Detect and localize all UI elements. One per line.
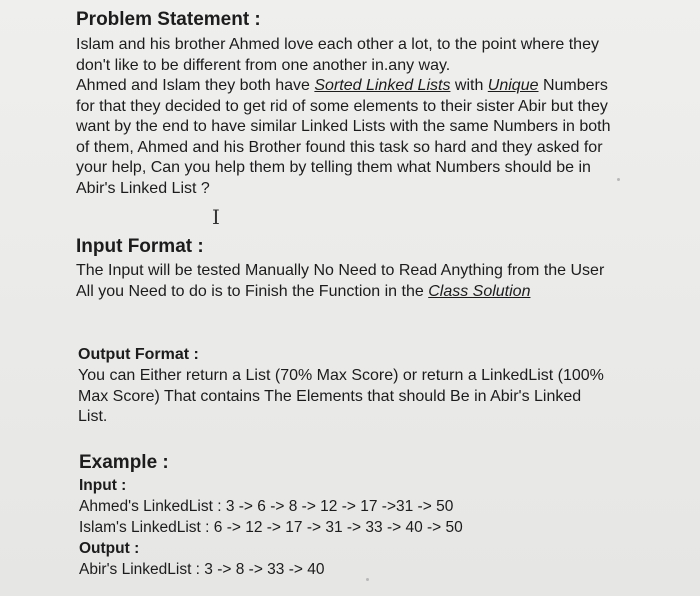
example-ahmed-list: Ahmed's LinkedList : 3 -> 6 -> 8 -> 12 -> 17 ->31 -> 50	[79, 498, 454, 515]
speck-mark	[617, 178, 620, 181]
class-solution-link[interactable]: Class Solution	[428, 282, 531, 300]
example-islam-list: Islam's LinkedList : 6 -> 12 -> 17 -> 31 -> 33 -> 40 -> 50	[79, 519, 463, 536]
problem-line-3-end: Numbers	[538, 77, 608, 94]
unique-link[interactable]: Unique	[487, 77, 539, 94]
input-format-section	[76, 235, 676, 302]
problem-line-1: Islam and his brother Ahmed love each other a lot, to the point where they	[76, 36, 599, 53]
sorted-linked-lists-link[interactable]: Sorted Linked Lists	[314, 77, 451, 94]
input-format-line-2	[76, 282, 676, 303]
speck-mark	[366, 578, 369, 581]
problem-line-4: for that they decided to get rid of some elements to their sister Abir but they	[76, 97, 608, 115]
output-format-line-3: List.	[78, 408, 108, 425]
input-format-line-2-text: All you Need to do is to Finish the Function in the	[76, 282, 429, 300]
problem-line-3-start: Ahmed and Islam they both have	[76, 77, 315, 94]
problem-statement-section	[76, 8, 676, 199]
problem-line-2: don't like to be different from one another in.any way.	[76, 56, 451, 74]
text-cursor-icon: I	[212, 205, 220, 229]
example-input-label: Input :	[79, 477, 127, 494]
example-output-label: Output :	[79, 540, 140, 557]
problem-line-5: want by the end to have similar Linked Lists with the same Numbers in both	[76, 118, 611, 135]
problem-line-3-mid: with	[450, 77, 488, 94]
output-format-heading: Output Format :	[78, 346, 199, 363]
problem-line-6: of them, Ahmed and his Brother found this task so hard and they asked for	[76, 138, 603, 156]
example-section	[79, 451, 679, 580]
input-format-line-1: The Input will be tested Manually No Need to Read Anything from the User	[76, 262, 605, 279]
output-format-section	[78, 345, 678, 428]
input-format-heading: Input Format :	[76, 236, 204, 257]
example-heading: Example :	[79, 452, 169, 473]
problem-line-7: your help, Can you help them by telling them what Numbers should be in	[76, 159, 591, 176]
example-abir-list: Abir's LinkedList : 3 -> 8 -> 33 -> 40	[79, 561, 325, 578]
problem-statement-heading: Problem Statement :	[76, 9, 261, 30]
output-format-line-2: Max Score) That contains The Elements that should Be in Abir's Linked	[78, 387, 582, 405]
problem-line-8: Abir's Linked List ?	[76, 179, 210, 197]
problem-line-3	[76, 76, 676, 97]
output-format-line-1: You can Either return a List (70% Max Score) or return a LinkedList (100%	[78, 367, 604, 384]
